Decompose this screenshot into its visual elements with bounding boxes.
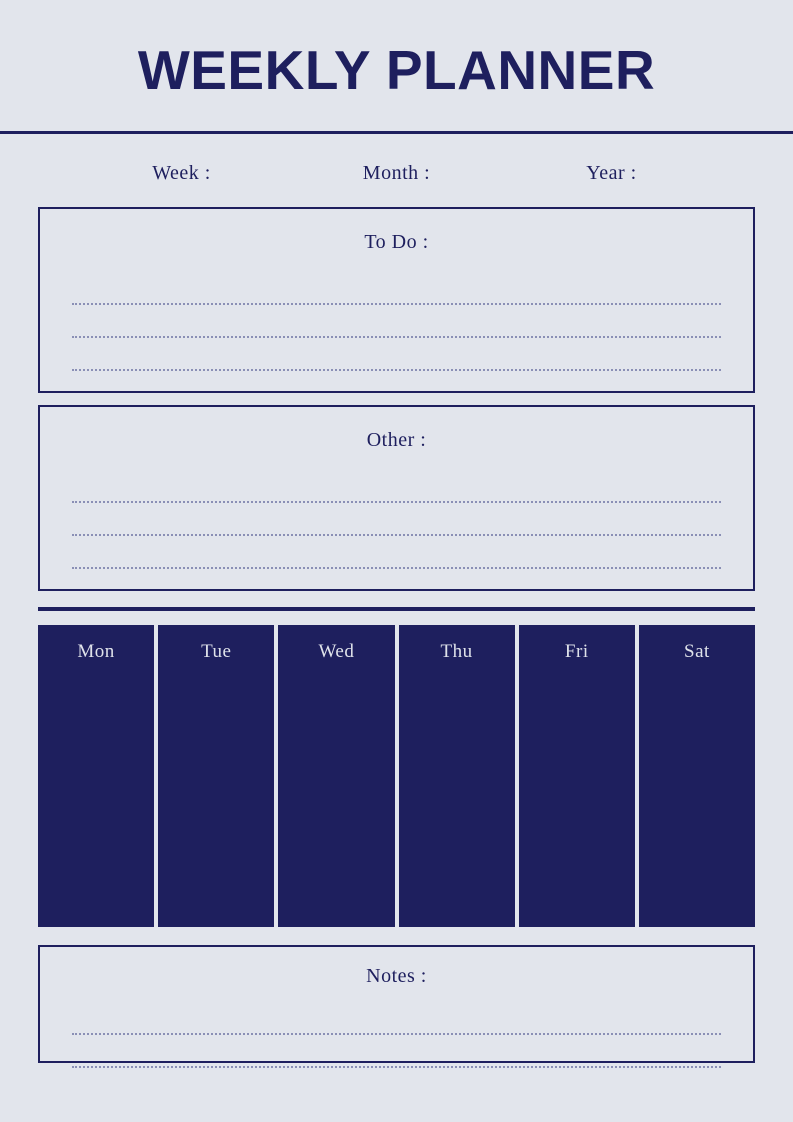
section-divider (38, 607, 755, 611)
todo-lines (40, 254, 753, 371)
other-line[interactable] (72, 503, 721, 536)
todo-line[interactable] (72, 338, 721, 371)
todo-line[interactable] (72, 272, 721, 305)
bottom-spacer (0, 1063, 793, 1103)
todo-label: To Do : (364, 230, 429, 253)
day-column-tue[interactable] (158, 625, 274, 927)
day-label: Tue (201, 640, 232, 662)
todo-line[interactable] (72, 305, 721, 338)
day-column-sat[interactable] (639, 625, 755, 927)
day-column-fri[interactable] (519, 625, 635, 927)
other-section (38, 405, 755, 591)
notes-label: Notes : (366, 964, 427, 987)
todo-section (38, 207, 755, 393)
day-column-mon[interactable] (38, 625, 154, 927)
other-lines (40, 452, 753, 569)
day-label: Fri (564, 640, 589, 662)
month-field[interactable]: Month : (362, 161, 431, 184)
days-grid (38, 625, 755, 927)
day-column-thu[interactable] (399, 625, 515, 927)
year-field[interactable]: Year : (586, 161, 637, 184)
day-label: Wed (318, 640, 355, 662)
page-title: WEEKLY PLANNER (137, 39, 656, 101)
other-line[interactable] (72, 470, 721, 503)
week-field[interactable]: Week : (152, 161, 211, 184)
day-label: Thu (440, 640, 473, 662)
meta-row (0, 162, 793, 185)
other-label: Other : (366, 428, 427, 451)
notes-section (38, 945, 755, 1063)
day-label: Mon (77, 640, 115, 662)
title-divider (0, 131, 793, 134)
notes-line[interactable] (72, 1002, 721, 1035)
other-line[interactable] (72, 536, 721, 569)
notes-lines (40, 988, 753, 1068)
day-column-wed[interactable] (278, 625, 394, 927)
day-label: Sat (684, 640, 710, 662)
